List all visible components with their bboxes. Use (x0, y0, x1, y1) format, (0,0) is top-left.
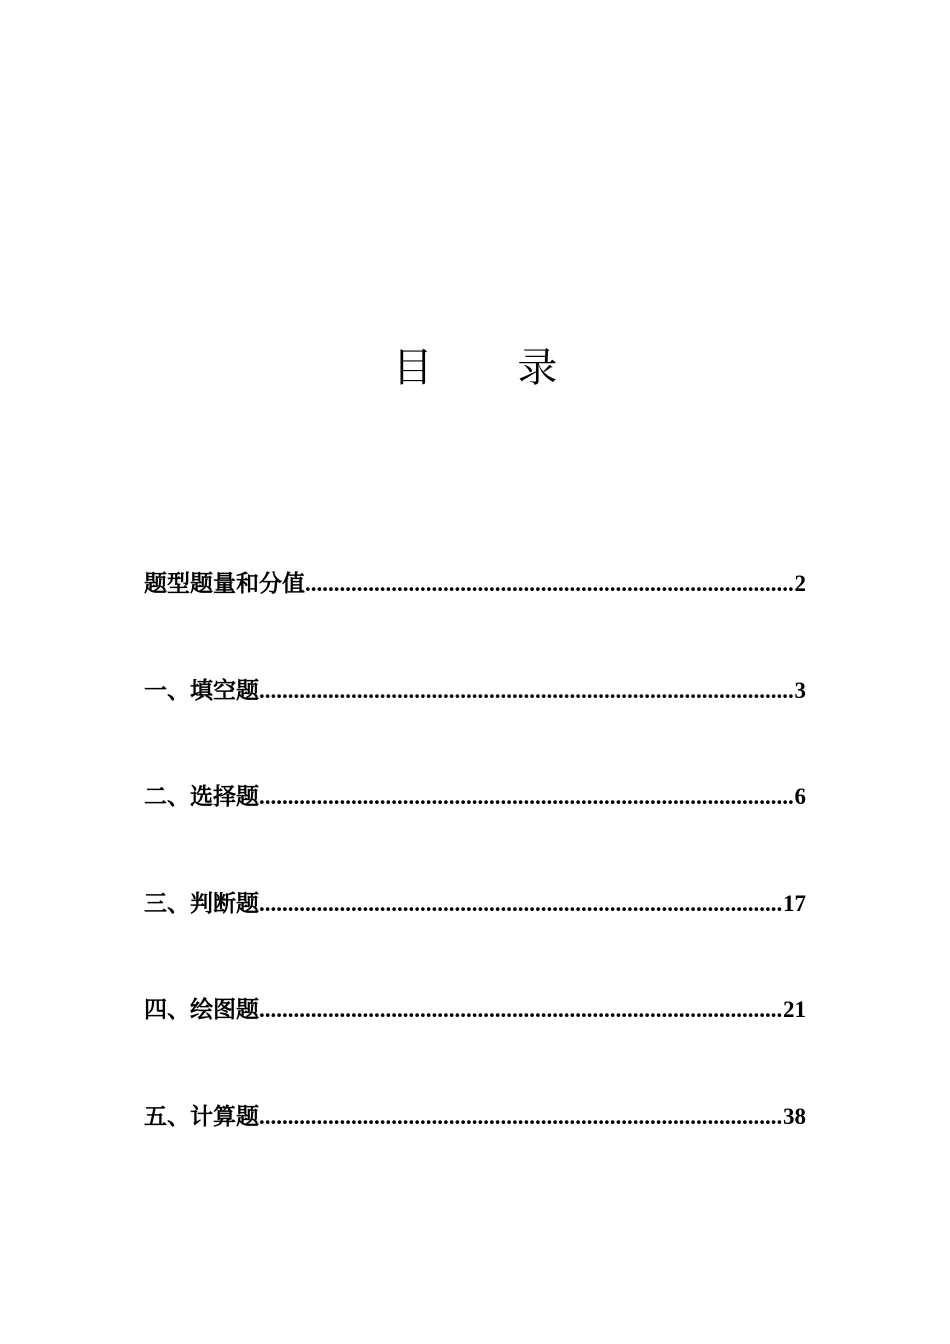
toc-dot-leader (259, 671, 795, 711)
toc-entry[interactable] (144, 777, 806, 817)
toc-dot-leader (259, 884, 783, 924)
toc-entry-page: 6 (794, 784, 806, 809)
toc-entry-label: 题型题量和分值 (144, 571, 305, 597)
toc-entry[interactable] (144, 990, 806, 1030)
toc-entry-page: 38 (783, 1103, 806, 1129)
toc-entry-label: 一、填空题 (144, 677, 259, 704)
toc-entry[interactable] (144, 884, 806, 924)
toc-entry-page: 2 (794, 571, 806, 596)
toc-dot-leader (259, 990, 783, 1030)
toc-title: 目 录 (392, 345, 594, 391)
toc-dot-leader (305, 564, 795, 604)
toc-entry[interactable] (144, 564, 806, 604)
toc-entry-label: 三、判断题 (144, 890, 259, 917)
toc-entry-label: 四、绘图题 (144, 997, 259, 1023)
toc-entry[interactable] (144, 1097, 806, 1137)
toc-entry[interactable] (144, 671, 806, 711)
toc-entry-page: 3 (794, 677, 806, 703)
toc-dot-leader (259, 1097, 783, 1137)
toc-entry-label: 二、选择题 (144, 784, 259, 810)
toc-dot-leader (259, 777, 795, 817)
table-of-contents (144, 564, 806, 1203)
toc-entry-page: 21 (783, 997, 806, 1022)
toc-entry-page: 17 (783, 890, 806, 916)
toc-entry-label: 五、计算题 (144, 1103, 259, 1130)
